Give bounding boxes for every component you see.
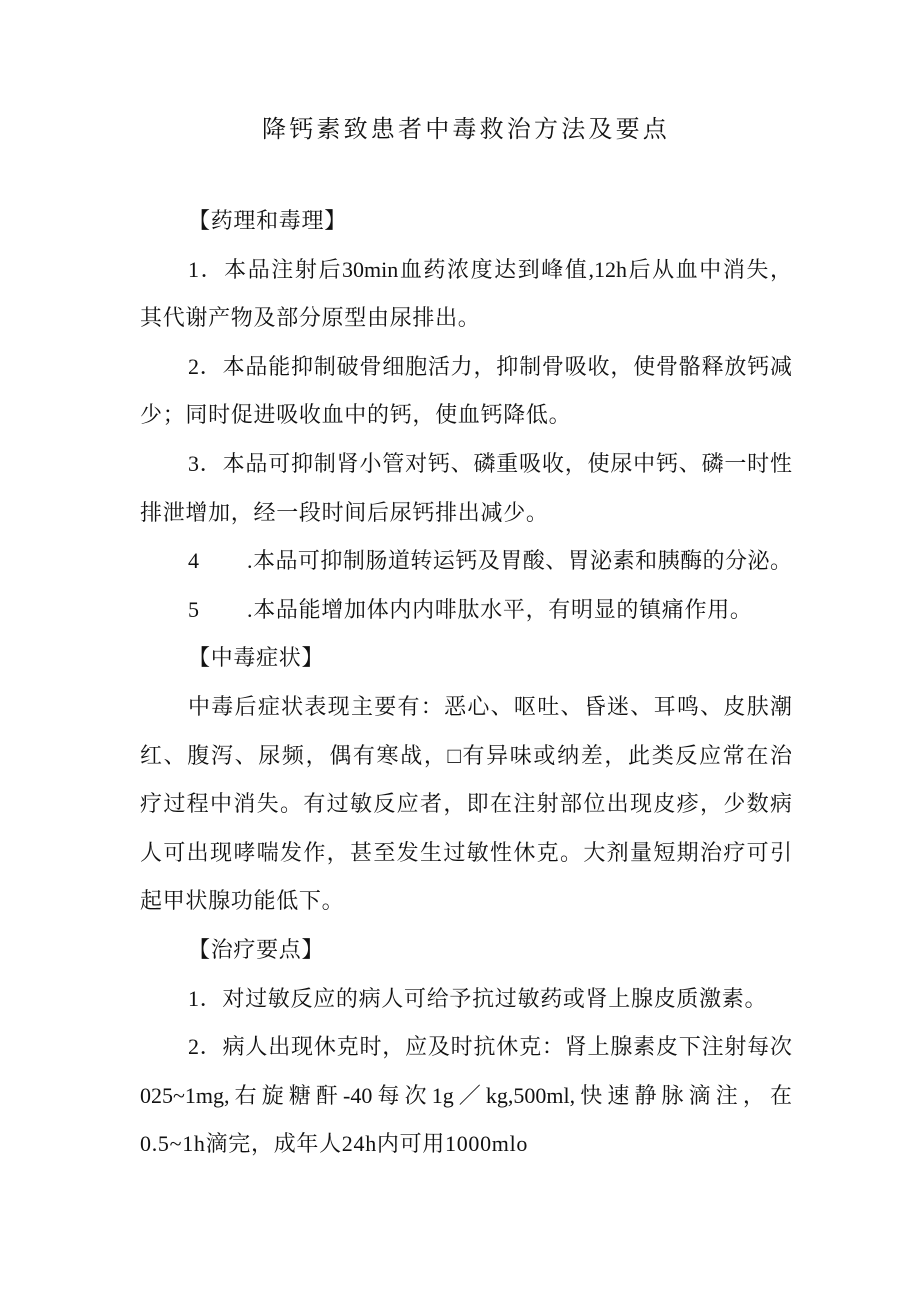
- item-number: 5: [188, 596, 200, 622]
- pharmacology-item-1-line-1: 1．本品注射后30min血药浓度达到峰值,12h后从血中消失，: [188, 256, 792, 282]
- item-text: .本品能增加体内内啡肽水平，有明显的镇痛作用。: [247, 596, 753, 622]
- treatment-section: [140, 926, 792, 1169]
- treatment-item-2-line-1: 2．病人出现休克时，应及时抗休克：肾上腺素皮下注射每次: [188, 1034, 792, 1060]
- pharmacology-item-4: [140, 537, 792, 586]
- symptoms-line-5: 起甲状腺功能低下。: [140, 888, 345, 914]
- pharmacology-item-2-line-2: 少；同时促进吸收血中的钙，使血钙降低。: [140, 402, 572, 428]
- symptoms-line-1: 中毒后症状表现主要有：恶心、呕吐、昏迷、耳鸣、皮肤潮: [188, 693, 792, 719]
- document-title: 降钙素致患者中毒救治方法及要点: [262, 117, 670, 143]
- pharmacology-item-1-line-2: 其代谢产物及部分原型由尿排出。: [140, 305, 481, 331]
- treatment-item-2-line-2: 025~1mg,右旋糖酐-40每次1g／kg,500ml,快速静脉滴注，在: [140, 1082, 792, 1108]
- symptoms-line-3: 疗过程中消失。有过敏反应者，即在注射部位出现皮疹，少数病: [140, 791, 792, 817]
- section-heading-treatment: 【治疗要点】: [188, 936, 325, 962]
- treatment-item-1-line-1: 1．对过敏反应的病人可给予抗过敏药或肾上腺皮质激素。: [188, 985, 768, 1011]
- section-heading-symptoms: 【中毒症状】: [188, 645, 325, 671]
- pharmacology-section: [140, 197, 792, 634]
- symptoms-line-4: 人可出现哮喘发作，甚至发生过敏性休克。大剂量短期治疗可引: [140, 839, 792, 865]
- item-text: .本品可抑制肠道转运钙及胃酸、胃泌素和胰酶的分泌。: [247, 548, 792, 574]
- pharmacology-item-2-line-1: 2．本品能抑制破骨细胞活力，抑制骨吸收，使骨骼释放钙减: [188, 353, 792, 379]
- symptoms-section: [140, 634, 792, 926]
- pharmacology-item-3-line-1: 3．本品可抑制肾小管对钙、磷重吸收，使尿中钙、磷一时性: [188, 450, 792, 476]
- item-number: 4: [188, 548, 200, 574]
- symptoms-line-2: 红、腹泻、尿频，偶有寒战，□有异味或纳差，此类反应常在治: [140, 742, 792, 768]
- document-body: [140, 197, 792, 1169]
- pharmacology-item-5: [140, 586, 792, 635]
- pharmacology-item-3-line-2: 排泄增加，经一段时间后尿钙排出减少。: [140, 499, 549, 525]
- section-heading-pharmacology: 【药理和毒理】: [188, 208, 347, 233]
- treatment-item-2-line-3: 0.5~1h滴完，成年人24h内可用1000mlo: [140, 1131, 529, 1157]
